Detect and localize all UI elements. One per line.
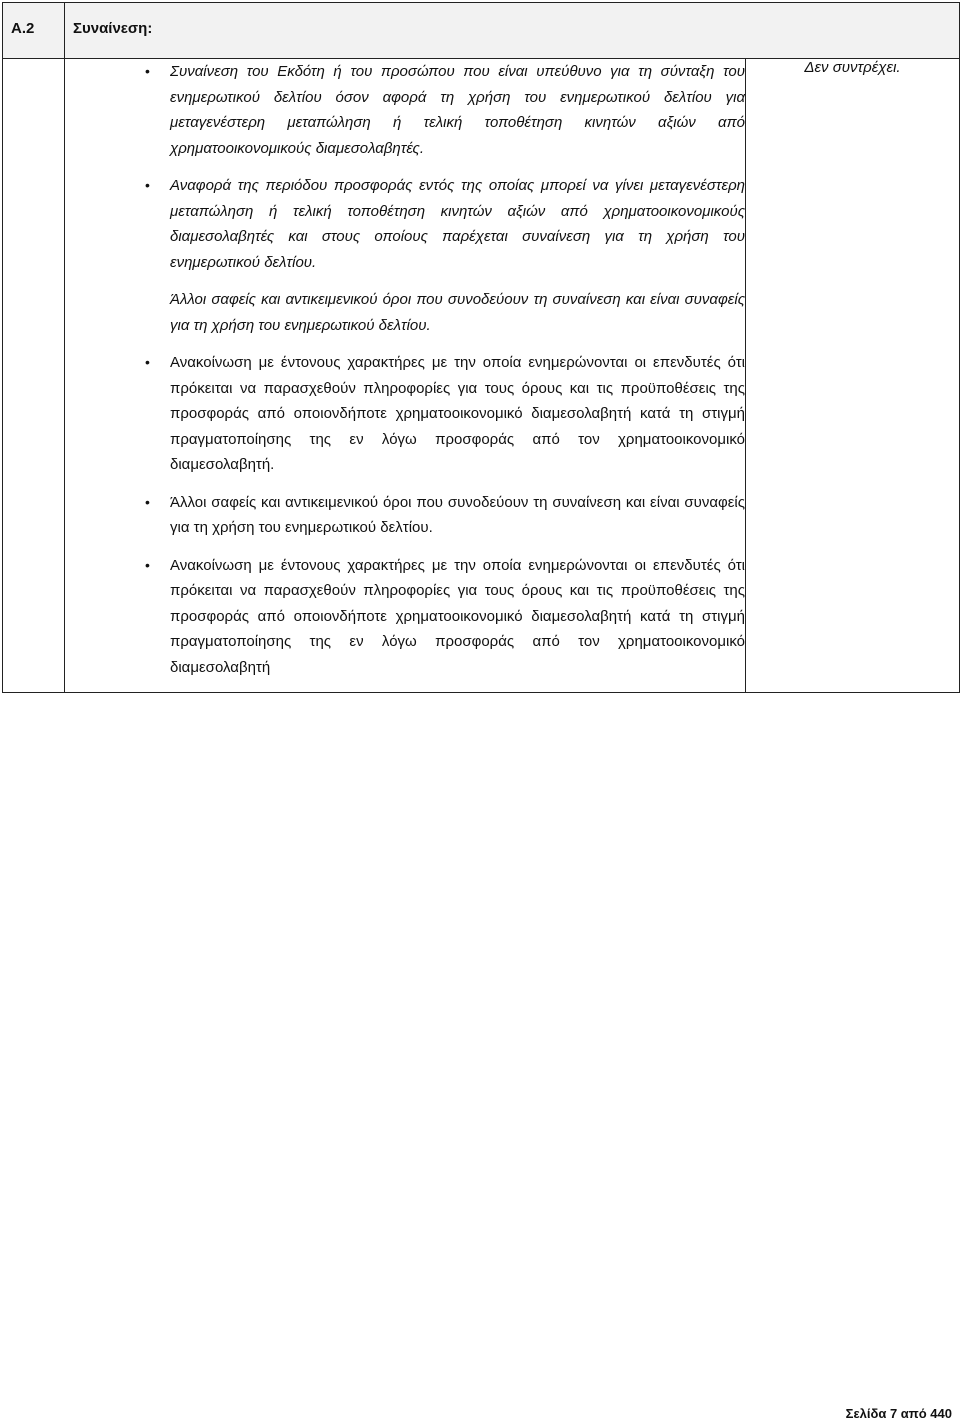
bullet-icon: •: [145, 177, 150, 193]
list-item: [65, 350, 745, 478]
section-table: [2, 2, 960, 693]
result-cell: [746, 59, 960, 693]
list-item: [65, 173, 745, 275]
content-cell: [65, 59, 746, 693]
content-row: [3, 59, 960, 693]
item-text: Συναίνεση του Εκδότη ή του προσώπου που είναι υπεύθυνο για τη σύνταξη του ενημερωτικού δελτίου όσον αφορά τη χρήση του ενημερωτικού δελτίου για μεταγενέστερη μεταπώληση ή τελική τοποθέτηση κινητών αξιών από χρηματοοικονομικούς διαμεσολαβητές.: [170, 63, 745, 157]
header-row: [3, 3, 960, 59]
item-text: Άλλοι σαφείς και αντικειμενικού όροι που συνοδεύουν τη συναίνεση και είναι συναφείς για τη χρήση του ενημερωτικού δελτίου.: [170, 291, 745, 334]
section-number: A.2: [3, 3, 65, 59]
empty-cell: [3, 59, 65, 693]
bullet-icon: •: [145, 493, 150, 510]
item-text: Άλλοι σαφείς και αντικειμενικού όροι που συνοδεύουν τη συναίνεση και είναι συναφείς για τη χρήση του ενημερωτικού δελτίου.: [170, 493, 745, 536]
list-item: [65, 490, 745, 541]
bullet-icon: •: [145, 63, 150, 79]
result-text: Δεν συντρέχει.: [804, 59, 901, 76]
list-item: [65, 287, 745, 338]
bullet-icon: •: [145, 354, 150, 370]
item-text: Ανακοίνωση με έντονους χαρακτήρες με την οποία ενημερώνονται οι επενδυτές ότι πρόκειται να παρασχεθούν πληροφορίες για τους όρους και τις προϋποθέσεις της προσφοράς από οποιονδήποτε χρηματοοικονομικό διαμεσολαβητή κατά τη στιγμή πραγματοποίησης της εν λόγω προσφοράς από τον χρηματοοικονομικό διαμεσολαβητή.: [170, 354, 745, 473]
list-item: [65, 553, 745, 681]
section-title: Συναίνεση:: [65, 3, 960, 59]
item-text: Αναφορά της περιόδου προσφοράς εντός της οποίας μπορεί να γίνει μεταγενέστερη μεταπώληση ή τελική τοποθέτηση κινητών αξιών από χρηματοοικονομικούς διαμεσολαβητές και στους οποίους παρέχεται συναίνεση για τη χρήση του ενημερωτικού δελτίου.: [170, 177, 745, 271]
bullet-icon: •: [145, 556, 150, 573]
list-item: [65, 59, 745, 161]
page-footer: Σελίδα 7 από 440: [845, 1406, 952, 1421]
item-text: Ανακοίνωση με έντονους χαρακτήρες με την οποία ενημερώνονται οι επενδυτές ότι πρόκειται να παρασχεθούν πληροφορίες για τους όρους και τις προϋποθέσεις της προσφοράς από οποιονδήποτε χρηματοοικονομικό διαμεσολαβητή κατά τη στιγμή πραγματοποίησης της εν λόγω προσφοράς από τον χρηματοοικονομικό διαμεσολαβητή: [170, 556, 745, 676]
